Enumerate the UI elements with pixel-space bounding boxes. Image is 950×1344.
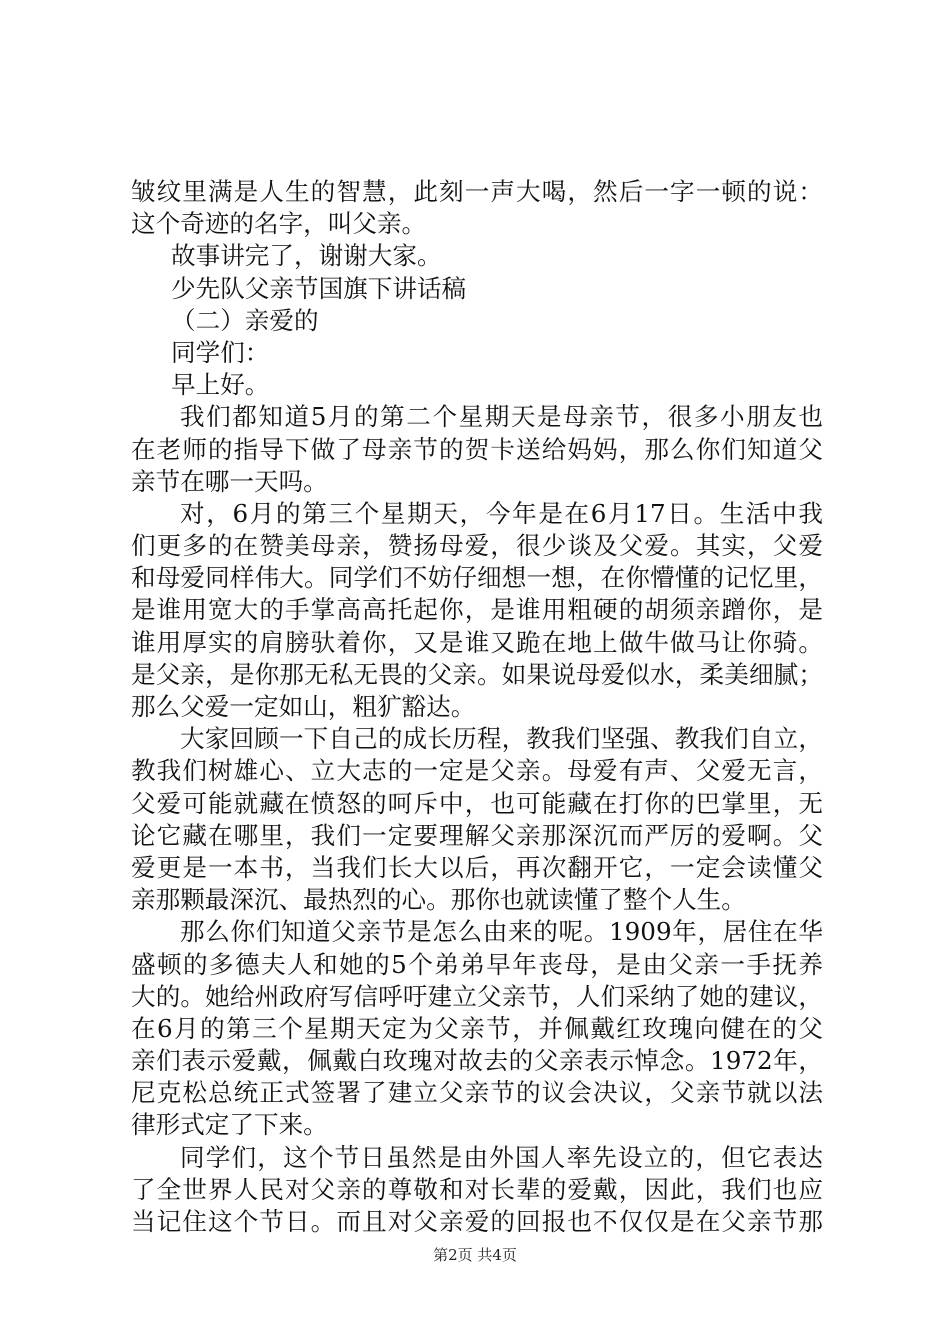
text-line: 盛顿的多德夫人和她的5个弟弟早年丧母，是由父亲一手抚养 [131,949,823,979]
text-line: 了全世界人民对父亲的尊敬和对长辈的爱戴，因此，我们也应 [131,1174,823,1204]
text-line: 那么父爱一定如山，粗犷豁达。 [131,692,476,721]
text-line: 在老师的指导下做了母亲节的贺卡送给妈妈，那么你们知道父 [131,434,823,464]
text-line: 亲们表示爱戴，佩戴白玫瑰对故去的父亲表示悼念。1972年， [131,1046,823,1076]
text-line: 少先队父亲节国旗下讲话稿 [171,273,467,303]
text-line: 那么你们知道父亲节是怎么由来的呢。1909年，居住在华 [180,917,823,947]
text-line: 论它藏在哪里，我们一定要理解父亲那深沉而严厉的爱啊。父 [131,820,823,850]
text-line: 对，6月的第三个星期天，今年是在6月17日。生活中我 [180,498,823,528]
text-line: 我们都知道5月的第二个星期天是母亲节，很多小朋友也 [180,402,823,432]
page-number-footer: 第2页 共4页 [433,1246,517,1264]
text-line: 早上好。 [171,370,270,400]
text-line: 大家回顾一下自己的成长历程，教我们坚强、教我们自立， [180,724,823,754]
text-line: 同学们，这个节日虽然是由外国人率先设立的，但它表达 [180,1142,823,1172]
text-line: 是谁用宽大的手掌高高托起你，是谁用粗硬的胡须亲蹭你，是 [131,595,823,625]
text-line: 律形式定了下来。 [131,1110,328,1140]
text-line: 亲那颗最深沉、最热烈的心。那你也就读懂了整个人生。 [131,885,746,915]
text-line: 是父亲，是你那无私无畏的父亲。如果说母爱似水，柔美细腻； [131,659,823,689]
text-line: 这个奇迹的名字，叫父亲。 [131,209,427,239]
text-line: 同学们： [171,337,270,367]
text-line: 教我们树雄心、立大志的一定是父亲。母爱有声、父爱无言， [131,756,823,786]
text-line: 故事讲完了，谢谢大家。 [171,241,442,271]
text-line: 皱纹里满是人生的智慧，此刻一声大喝，然后一字一顿的说： [131,177,823,206]
text-line: 父爱可能就藏在愤怒的呵斥中，也可能藏在打你的巴掌里，无 [131,788,823,818]
text-line: 们更多的在赞美母亲，赞扬母爱，很少谈及父爱。其实，父爱 [131,531,823,561]
text-line: 大的。她给州政府写信呼吁建立父亲节，人们采纳了她的建议， [131,981,823,1011]
document-body [131,176,823,1238]
text-line: 在6月的第三个星期天定为父亲节，并佩戴红玫瑰向健在的父 [131,1013,823,1043]
text-line: 和母爱同样伟大。同学们不妨仔细想一想，在你懵懂的记忆里， [131,563,823,593]
text-line: 亲节在哪一天吗。 [131,466,328,496]
text-line: （二）亲爱的 [171,305,319,335]
text-line: 当记住这个节日。而且对父亲爱的回报也不仅仅是在父亲节那 [131,1207,823,1236]
text-line: 尼克松总统正式签署了建立父亲节的议会决议，父亲节就以法 [131,1078,823,1108]
text-line: 谁用厚实的肩膀驮着你，又是谁又跪在地上做牛做马让你骑。 [131,627,823,657]
text-line: 爱更是一本书，当我们长大以后，再次翻开它，一定会读懂父 [131,852,823,882]
